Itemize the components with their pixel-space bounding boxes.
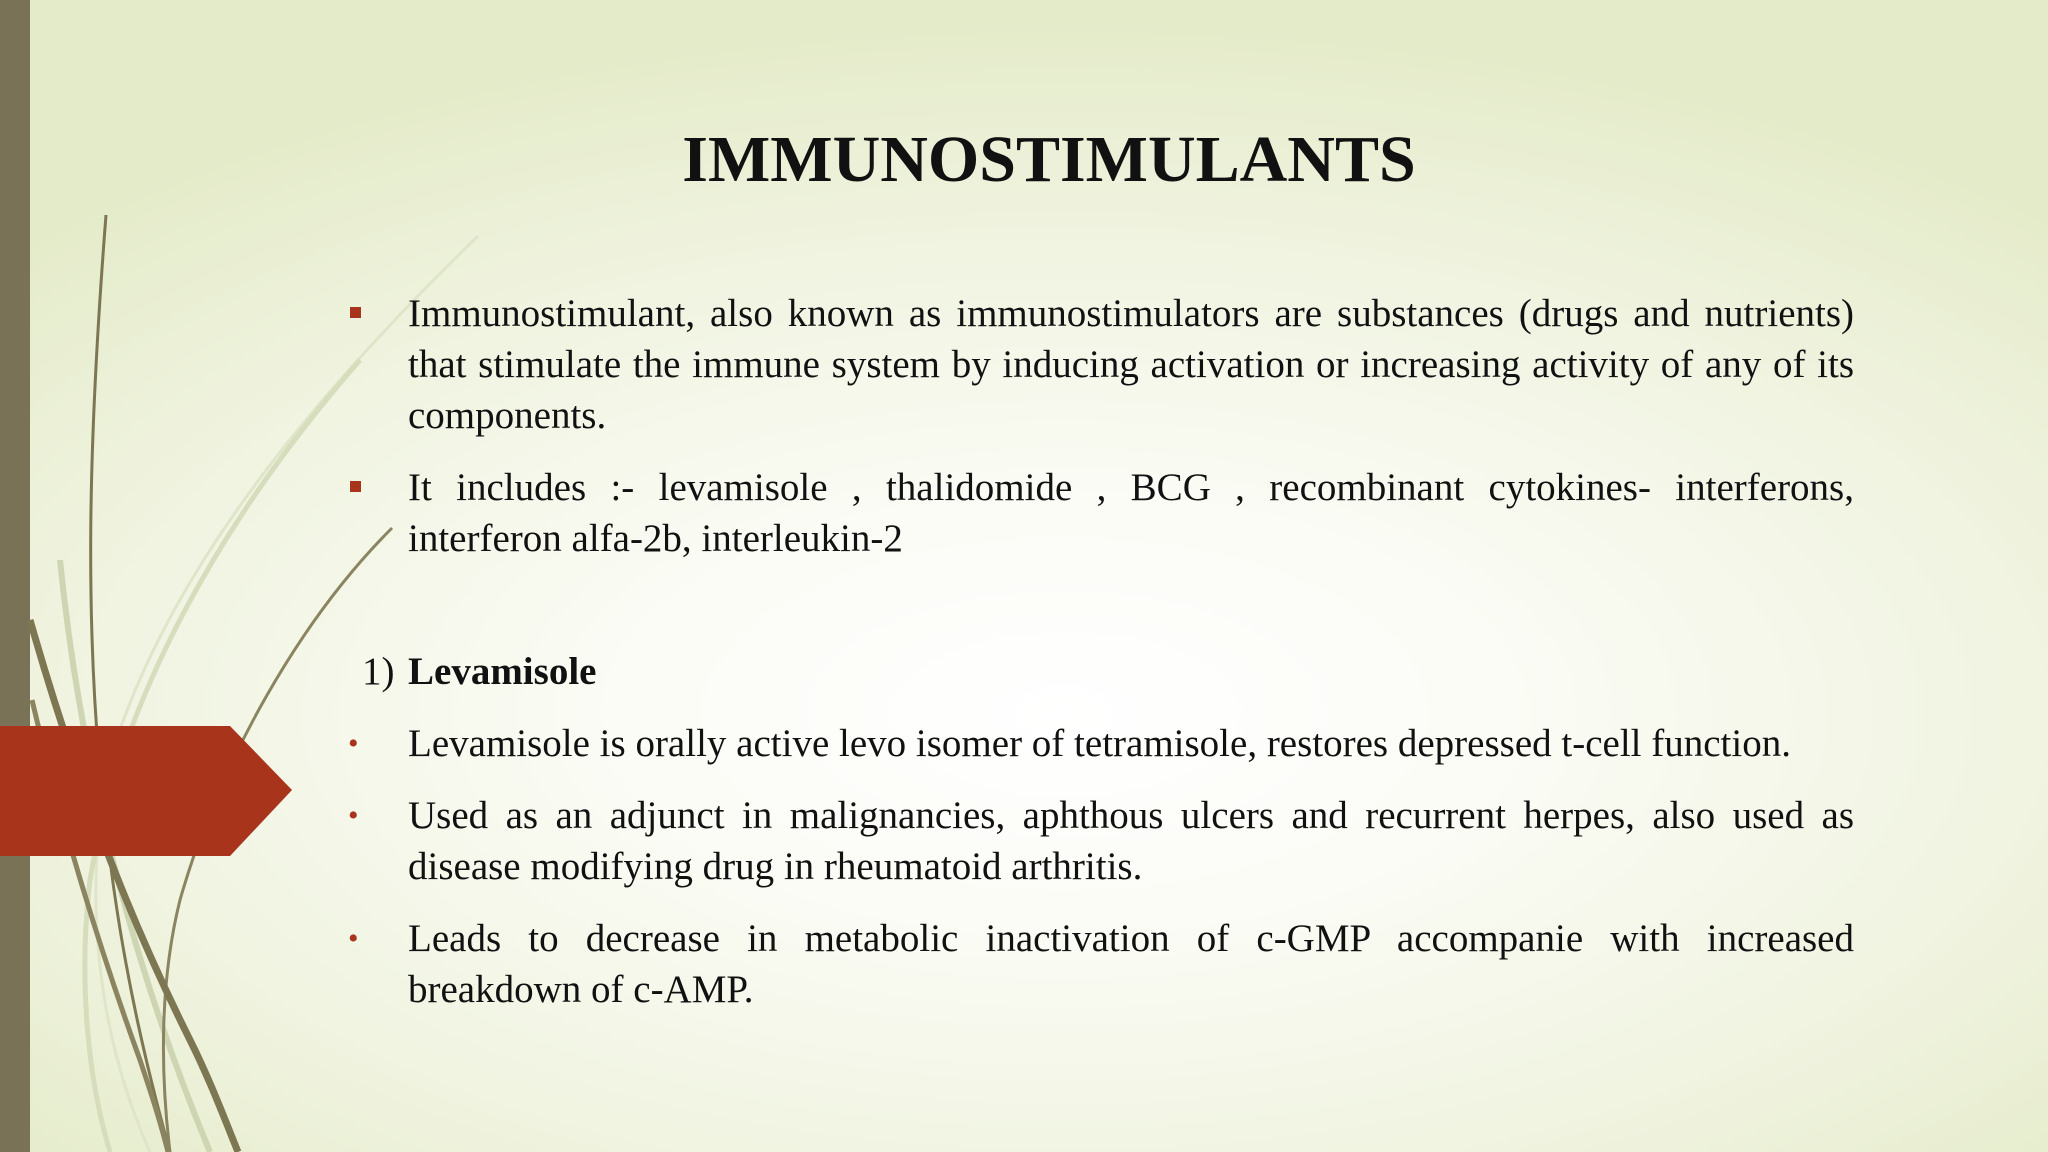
curve-faint-3 <box>60 560 210 1152</box>
slide-content <box>340 288 1854 1036</box>
curve-thin-tall <box>91 215 170 1152</box>
dot-bullet-icon: • <box>348 727 359 760</box>
point-item <box>340 718 1854 769</box>
point-text: Used as an adjunct in malignancies, aphthous ulcers and recurrent herpes, also used as disease modifying drug in rheumatoid arthritis. <box>408 794 1854 888</box>
point-item <box>340 790 1854 892</box>
slide-title: IMMUNOSTIMULANTS <box>682 123 1416 196</box>
point-item <box>340 913 1854 1015</box>
point-text: Levamisole is orally active levo isomer of tetramisole, restores depressed t-cell function. <box>408 722 1791 765</box>
red-arrow-shape <box>0 726 292 856</box>
bullet-text: It includes :- levamisole , thalidomide , BCG , recombinant cytokines- interferons, interferon alfa-2b, interleukin-2 <box>408 466 1854 560</box>
curve-thick <box>30 620 238 1152</box>
bullet-item <box>340 288 1854 441</box>
section-number: 1) <box>362 650 395 693</box>
curve-faint-2 <box>85 360 360 1152</box>
section-name: Levamisole <box>408 650 597 693</box>
dot-bullet-icon: • <box>348 922 359 955</box>
bullet-item <box>340 462 1854 564</box>
dot-bullet-icon: • <box>348 799 359 832</box>
point-text: Leads to decrease in metabolic inactivation of c-GMP accompanie with increased breakdown of c-AMP. <box>408 917 1854 1011</box>
bullet-text: Immunostimulant, also known as immunostimulators are substances (drugs and nutrients) that stimulate the immune system by inducing activation or increasing activity of any of its components. <box>408 292 1854 437</box>
square-bullet-icon <box>350 288 361 339</box>
curve-thick-2 <box>32 700 168 1152</box>
square-bullet-icon <box>350 462 361 513</box>
section-heading <box>340 646 1854 697</box>
